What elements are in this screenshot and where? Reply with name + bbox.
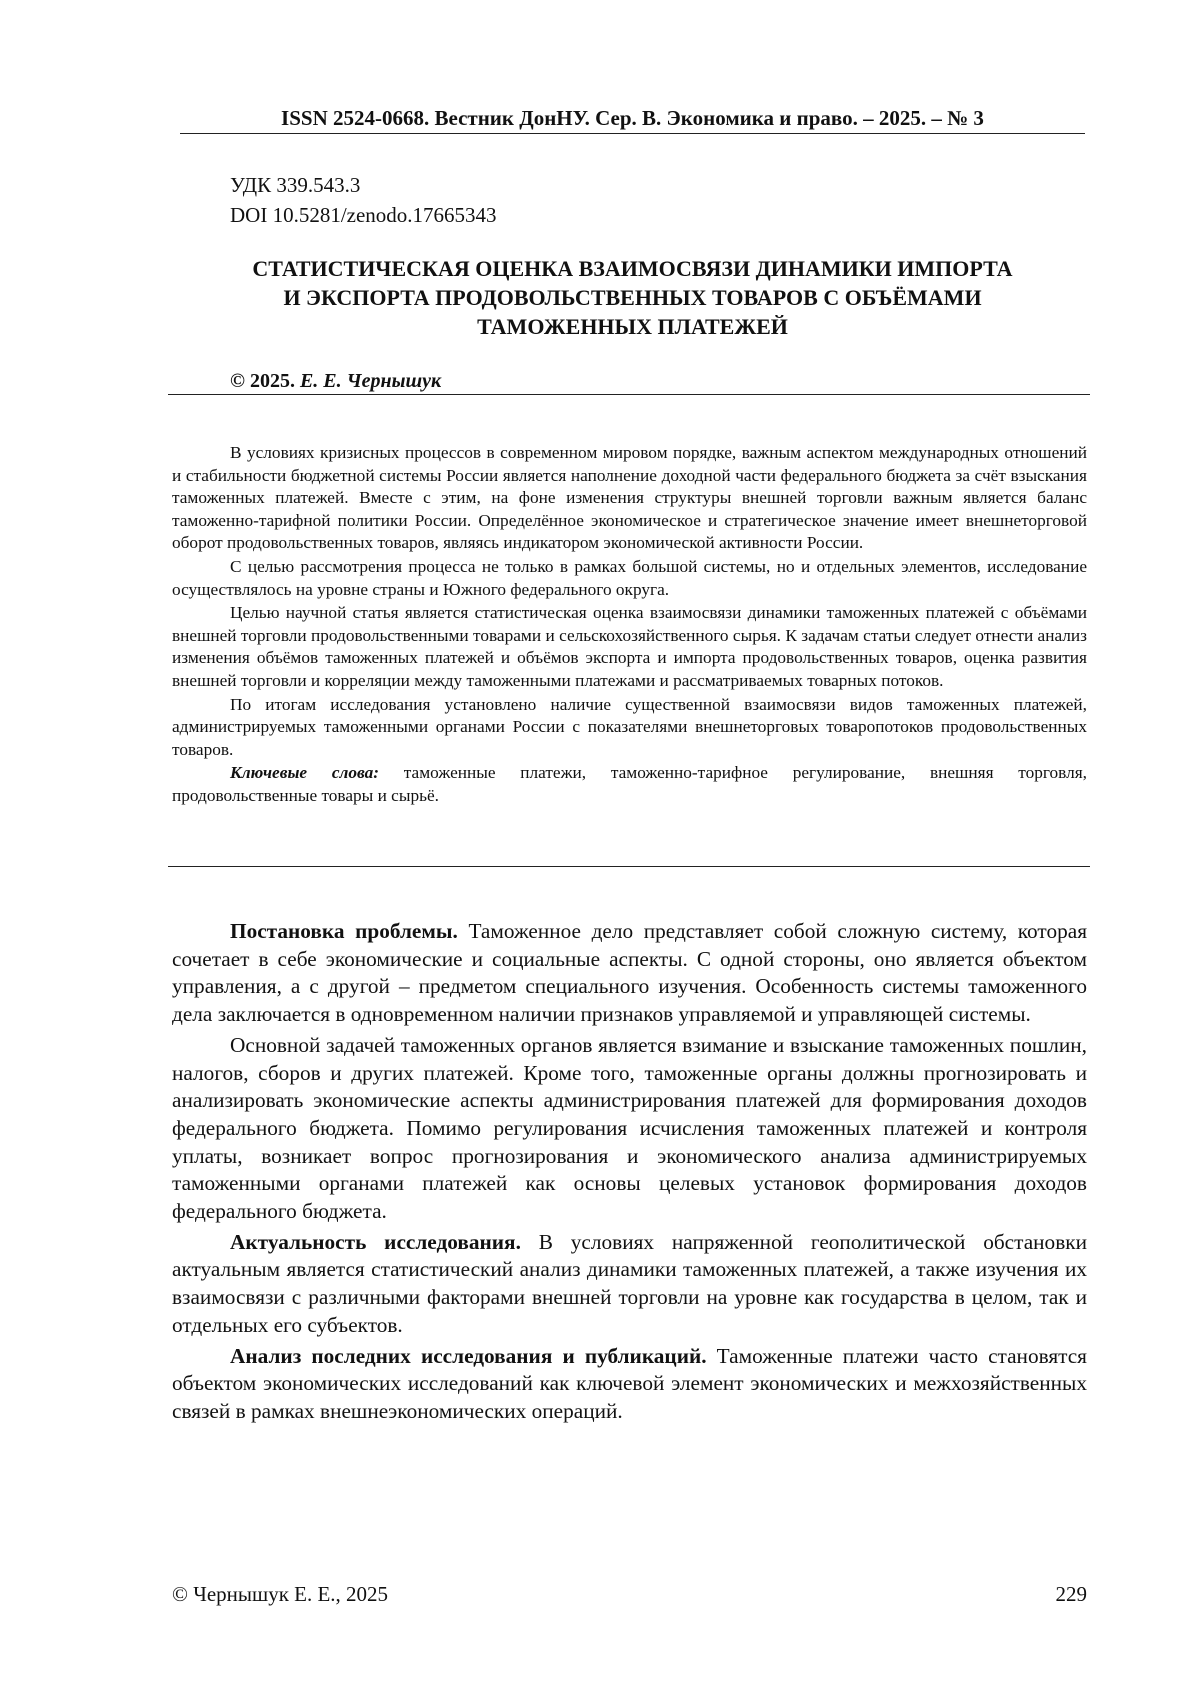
body-paragraph	[172, 1229, 1087, 1340]
footer-copyright: © Чернышук Е. Е., 2025	[172, 1582, 389, 1606]
header-rule	[180, 133, 1085, 134]
page-footer	[172, 1580, 1087, 1608]
journal-header: ISSN 2524-0668. Вестник ДонНУ. Сер. В. Экономика и право. – 2025. – № 3	[281, 106, 984, 130]
author-name: Е. Е. Чернышук	[299, 370, 442, 392]
abstract	[172, 442, 1087, 809]
paragraph-text: В условиях напряженной геополитической обстановки актуальным является статистический анализ динамики таможенных платежей, а также изучения их взаимосвязи с различными факторами внешней торговли на уровне как государства в целом, так и отдельных его субъектов.	[172, 1229, 1088, 1337]
author-line	[230, 367, 441, 395]
body-paragraph	[172, 1343, 1087, 1426]
abstract-paragraph: С целью рассмотрения процесса не только в рамках большой системы, но и отдельных элементов, исследование осуществлялось на уровне страны и Южного федерального округа.	[172, 556, 1087, 599]
section-heading: Постановка проблемы.	[230, 919, 458, 943]
udk-code: УДК 339.543.3	[230, 173, 361, 197]
page-number: 229	[1055, 1582, 1087, 1606]
article-title	[180, 254, 1085, 341]
body-paragraph	[172, 918, 1087, 1029]
keywords	[172, 762, 1087, 807]
article-meta	[230, 170, 497, 230]
body-paragraph: Основной задачей таможенных органов является взимание и взыскание таможенных пошлин, налогов, сборов и других платежей. Кроме того, таможенные органы должны прогнозировать и анализировать экономические аспекты администрирования платежей для формирования доходов федерального бюджета. Помимо регулирования исчисления таможенных платежей и контроля уплаты, возникает вопрос прогнозирования и экономического анализа администрируемых таможенными органами платежей как основы целевых установок формирования доходов федерального бюджета.	[172, 1032, 1087, 1224]
keywords-text: таможенные платежи, таможенно-тарифное регулирование, внешняя торговля, продовольственные товары и сырьё.	[172, 763, 1087, 805]
abstract-paragraph: По итогам исследования установлено наличие существенной взаимосвязи видов таможенных платежей, администрируемых таможенными органами России с показателями внешнеторговых товаропотоков продовольственных товаров.	[172, 694, 1087, 759]
title-line: ТАМОЖЕННЫХ ПЛАТЕЖЕЙ	[477, 314, 788, 339]
abstract-top-rule	[168, 394, 1090, 395]
title-line: И ЭКСПОРТА ПРОДОВОЛЬСТВЕННЫХ ТОВАРОВ С ОБЪЁМАМИ	[283, 285, 982, 310]
keywords-label: Ключевые слова:	[230, 763, 380, 783]
title-line: СТАТИСТИЧЕСКАЯ ОЦЕНКА ВЗАИМОСВЯЗИ ДИНАМИКИ ИМПОРТА	[252, 256, 1013, 281]
abstract-bottom-rule	[168, 866, 1090, 867]
article-body	[172, 918, 1087, 1429]
copyright-year: © 2025.	[230, 370, 295, 392]
section-heading: Актуальность исследования.	[230, 1229, 521, 1254]
section-heading: Анализ последних исследования и публикаций.	[230, 1343, 707, 1368]
paragraph-text: Таможенные платежи часто становятся объектом экономических исследований как ключевой элемент экономических и межхозяйственных связей в рамках внешнеэкономических операций.	[172, 1343, 1087, 1423]
paragraph-text: Таможенное дело представляет собой сложную систему, которая сочетает в себе экономические и социальные аспекты. С одной стороны, оно является объектом управления, а с другой – предметом специального изучения. Особенность системы таможенного дела заключается в одновременном наличии признаков управляемой и управляющей системы.	[172, 919, 1087, 1027]
doi: DOI 10.5281/zenodo.17665343	[230, 203, 497, 227]
abstract-paragraph: Целью научной статья является статистическая оценка взаимосвязи динамики таможенных платежей с объёмами внешней торговли продовольственными товарами и сельскохозяйственного сырья. К задачам статьи следует отнести анализ изменения объёмов таможенных платежей и объёмов экспорта и импорта продовольственных товаров, оценка развития внешней торговли и корреляции между таможенными платежами и рассматриваемых товарных потоков.	[172, 603, 1087, 690]
abstract-paragraph: В условиях кризисных процессов в современном мировом порядке, важным аспектом международных отношений и стабильности бюджетной системы России является наполнение доходной части федерального бюджета за счёт взыскания таможенных платежей. Вместе с этим, на фоне изменения структуры внешней торговли важным является баланс таможенно-тарифной политики России. Определённое экономическое и стратегическое значение имеет внешнеторговой оборот продовольственных товаров, являясь индикатором экономической активности России.	[172, 443, 1087, 553]
